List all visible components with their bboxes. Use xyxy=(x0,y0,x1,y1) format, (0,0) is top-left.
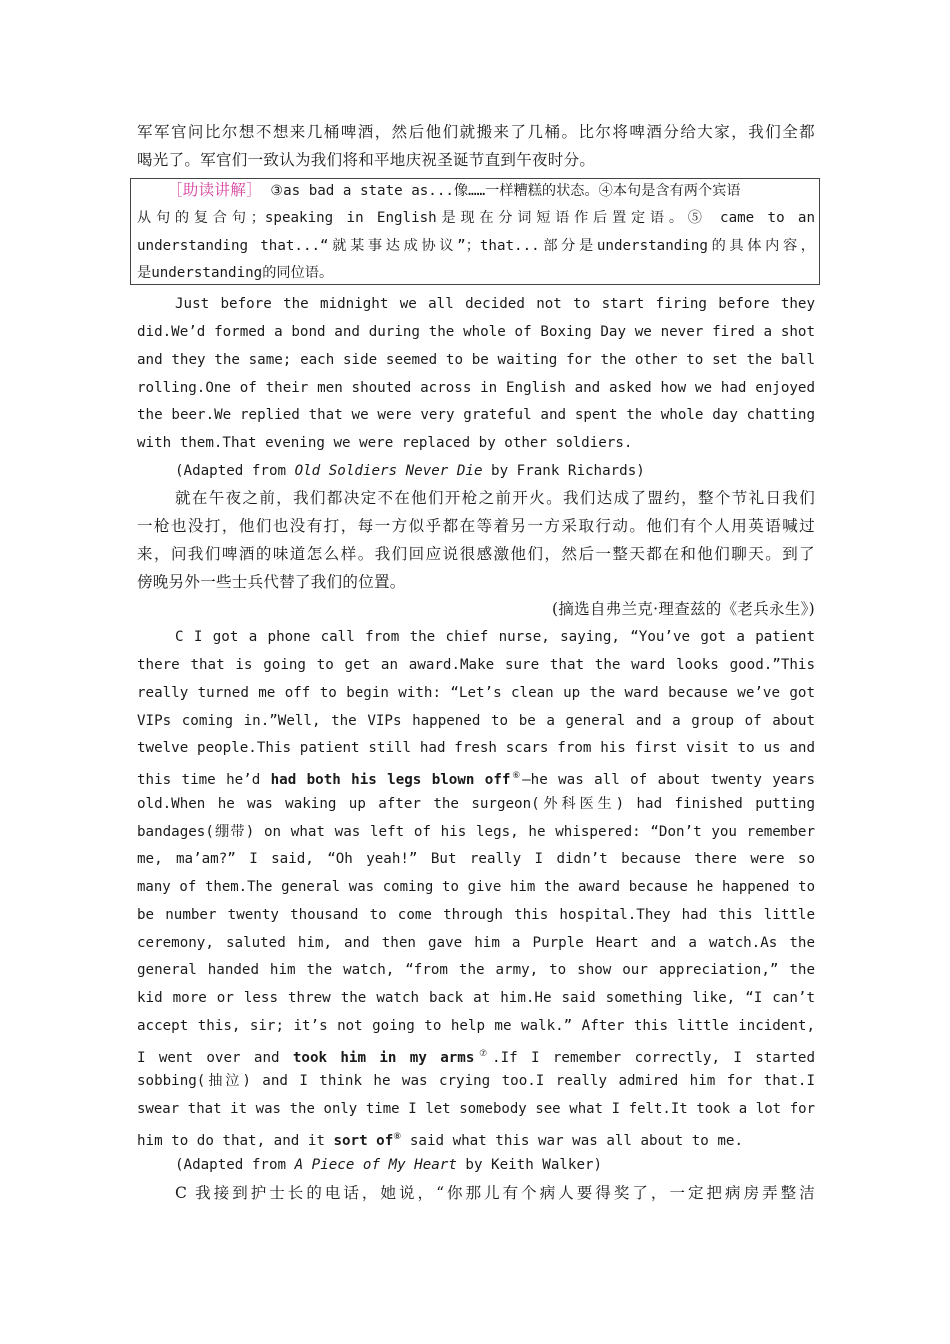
text-line: general handed him the watch, “from the army, to show our appreciation,” the xyxy=(137,962,815,978)
note-marker: ⑧ xyxy=(393,1132,402,1142)
text-segment: him to do that, and it xyxy=(137,1133,334,1149)
text-line: sobbing(抽泣) and I think he was crying too.I really admired him for that.I xyxy=(137,1073,815,1089)
text-line: 军军官问比尔想不想来几桶啤酒，然后他们就搬来了几桶。比尔将啤酒分给大家，我们全都 xyxy=(137,123,815,141)
source-prefix: (Adapted from xyxy=(175,1157,295,1173)
source-title: Old Soldiers Never Die xyxy=(294,463,483,479)
text-segment: .If I remember correctly, I started xyxy=(492,1050,815,1066)
note-line xyxy=(137,176,815,204)
source-line xyxy=(175,457,815,485)
note-marker: ⑦ xyxy=(474,1049,493,1059)
text-line: old.When he was waking up after the surgeon(外科医生) had finished putting xyxy=(137,796,815,812)
text-line: 来，问我们啤酒的味道怎么样。我们回应说很感激他们，然后一整天都在和他们聊天。到了 xyxy=(137,545,815,563)
source-line xyxy=(175,1151,815,1179)
source-title: A Piece of My Heart xyxy=(294,1157,457,1173)
text-line: with them.That evening we were replaced by other soldiers. xyxy=(137,435,633,451)
text-line: C I got a phone call from the chief nurse, saying, “You’ve got a patient xyxy=(175,629,815,645)
note-tag: ［助读讲解］ xyxy=(167,181,262,199)
source-suffix: by Keith Walker) xyxy=(456,1157,603,1173)
text-line: 一枪也没打，他们也没有打，每一方似乎都在等着另一方采取行动。他们有个人用英语喊过 xyxy=(137,517,815,535)
text-line: the beer.We replied that we were very grateful and spent the whole day chatting xyxy=(137,407,815,423)
text-line: C 我接到护士长的电话，她说，“你那儿有个病人要得奖了，一定把病房弄整洁 xyxy=(175,1184,815,1202)
note-line: understanding that...“就某事达成协议”；that...部分是understanding的具体内容， xyxy=(137,238,815,254)
text-line: rolling.One of their men shouted across in English and asked how we had enjoyed xyxy=(137,380,815,396)
text-line: VIPs coming in.”Well, the VIPs happened to be a general and a group of about xyxy=(137,713,815,729)
text-segment: I went over and xyxy=(137,1050,293,1066)
text-line: 喝光了。军官们一致认为我们将和平地庆祝圣诞节直到午夜时分。 xyxy=(137,151,596,169)
text-line: and they the same; each side seemed to be waiting for the other to set the ball xyxy=(137,352,815,368)
text-line: swear that it was the only time I let somebody see what I felt.It took a lot for xyxy=(137,1101,815,1117)
text-line: really turned me off to begin with: “Let’s clean up the ward because we’ve got xyxy=(137,685,815,701)
phrase-highlight: took him in my arms xyxy=(292,1050,475,1066)
text-line xyxy=(137,1123,815,1151)
text-line: 傍晚另外一些士兵代替了我们的位置。 xyxy=(137,573,406,591)
text-line: Just before the midnight we all decided not to start firing before they xyxy=(175,296,815,312)
text-line: many of them.The general was coming to give him the award because he happened to xyxy=(137,879,815,895)
note-marker: ⑥ xyxy=(510,771,523,781)
text-segment: —he was all of about twenty years xyxy=(522,772,815,788)
text-line: accept this, sir; it’s not going to help me walk.” After this little incident, xyxy=(137,1018,815,1034)
text-line: be number twenty thousand to come through this hospital.They had this little xyxy=(137,907,815,923)
note-text: ③as bad a state as...像……一样糟糕的状态。④本句是含有两个宾语 xyxy=(261,183,741,199)
text-line: me, ma’am?” I said, “Oh yeah!” But really I didn’t because there were so xyxy=(137,851,815,867)
text-segment: this time he’d xyxy=(137,772,271,788)
text-line: there that is going to get an award.Make sure that the ward looks good.”This xyxy=(137,657,815,673)
text-line: bandages(绷带) on what was left of his legs, he whispered: “Don’t you remember xyxy=(137,824,815,840)
text-line xyxy=(137,1040,815,1068)
source-prefix: (Adapted from xyxy=(175,463,295,479)
source-line: (摘选自弗兰克·理查兹的《老兵永生》) xyxy=(552,600,815,618)
note-line: 从句的复合句；speaking in English是现在分词短语作后置定语。⑤ came to an xyxy=(137,210,815,226)
text-line: kid more or less threw the watch back at him.He said something like, “I can’t xyxy=(137,990,815,1006)
text-line: twelve people.This patient still had fresh scars from his first visit to us and xyxy=(137,740,815,756)
phrase-highlight: had both his legs blown off xyxy=(270,772,511,788)
text-line: did.We’d formed a bond and during the whole of Boxing Day we never fired a shot xyxy=(137,324,815,340)
source-suffix: by Frank Richards) xyxy=(482,463,645,479)
text-line: 就在午夜之前，我们都决定不在他们开枪之前开火。我们达成了盟约，整个节礼日我们 xyxy=(175,489,815,507)
text-segment: said what this war was all about to me. xyxy=(401,1133,744,1149)
phrase-highlight: sort of xyxy=(333,1133,394,1149)
text-line xyxy=(137,762,815,790)
note-line: 是understanding的同位语。 xyxy=(137,265,334,281)
text-line: ceremony, saluted him, and then gave him a Purple Heart and a watch.As the xyxy=(137,935,815,951)
